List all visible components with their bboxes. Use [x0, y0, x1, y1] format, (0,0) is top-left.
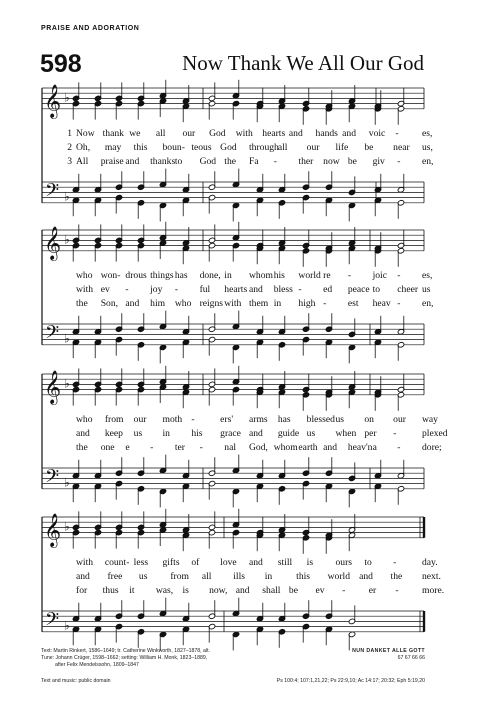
lyric-syllable: and [235, 585, 250, 596]
lyric-syllable: now, [209, 585, 228, 596]
lyric-syllable: ed [323, 284, 333, 295]
lyric-syllable: Now [76, 128, 95, 139]
meter: 67 67 66 66 [397, 655, 425, 661]
lyric-syllable: dore; [422, 442, 442, 453]
lyric-syllable: and [249, 284, 263, 295]
lyric-syllable: with [76, 557, 94, 568]
lyric-syllable: near [393, 142, 410, 153]
lyric-syllable: a [372, 442, 377, 453]
lyric-syllable: All [76, 156, 89, 167]
lyric-syllable: all [155, 128, 166, 139]
lyric-syllable: - [397, 298, 401, 309]
lyric-line [48, 270, 438, 282]
lyric-syllable: - [395, 585, 399, 596]
lyric-syllable: thank [102, 128, 124, 139]
lyric-line [48, 156, 438, 168]
lyric-syllable: nal [224, 442, 237, 453]
lyric-syllable: who [76, 270, 93, 281]
lyric-syllable: is [182, 585, 189, 596]
lyric-syllable: and [323, 442, 337, 453]
lyric-syllable: the [76, 442, 88, 453]
lyric-syllable: God [209, 128, 226, 139]
lyric-syllable: - [191, 414, 195, 425]
lyric-syllable: count- [104, 557, 130, 568]
flat-key-signature: ♭ [64, 189, 70, 204]
lyric-syllable: free [107, 571, 123, 582]
lyric-syllable: on [364, 414, 374, 425]
lyric-syllable: love [220, 557, 237, 568]
lyric-syllable: us [138, 571, 148, 582]
lyric-syllable: cheer [397, 284, 419, 295]
treble-clef: 𝄞 [44, 512, 62, 547]
lyric-syllable: and [359, 571, 373, 582]
lyric-syllable: God, [249, 442, 268, 453]
lyric-syllable: all [277, 142, 288, 153]
lyric-syllable: the [390, 571, 403, 582]
lyric-syllable: has [174, 270, 188, 281]
lyric-syllable: boun- [162, 142, 185, 153]
lyric-syllable: with [235, 128, 253, 139]
scripture-references: Ps 100:4; 107:1,21,22; Ps 22:9,10; Ac 14:17; 20:32; Eph 5:19,20 [276, 678, 425, 684]
lyric-syllable: and [249, 428, 263, 439]
lyric-syllable: earth [298, 442, 318, 453]
treble-clef: 𝄞 [44, 369, 62, 404]
lyric-syllable: voic [368, 128, 386, 139]
treble-clef: 𝄞 [44, 83, 62, 118]
lyric-line [48, 585, 445, 597]
lyric-syllable: life [335, 142, 349, 153]
lyric-syllable: arms [249, 414, 268, 425]
lyric-line [48, 442, 442, 454]
lyric-syllable: joy [150, 284, 163, 295]
lyric-syllable: way [422, 414, 438, 425]
lyric-syllable: is [306, 557, 314, 568]
hymn-number: 598 [40, 50, 82, 78]
lyric-syllable: them [249, 298, 269, 309]
lyric-syllable: - [397, 270, 401, 281]
lyric-syllable: God [220, 142, 237, 153]
lyric-syllable: est [347, 298, 359, 309]
lyric-syllable: Oh, [76, 142, 91, 153]
lyric-syllable: - [347, 270, 352, 281]
lyric-syllable: teous [191, 142, 212, 153]
lyric-syllable: the [76, 298, 88, 309]
lyric-syllable: day. [422, 557, 438, 568]
lyric-syllable: us [306, 428, 316, 439]
verse-number: 2 [67, 142, 72, 153]
verse-number: 1 [67, 128, 72, 139]
lyric-line [48, 414, 438, 426]
lyric-syllable: moth [162, 414, 183, 425]
lyric-syllable: hands [315, 128, 338, 139]
lyric-syllable: us, [422, 142, 433, 153]
lyric-syllable: through [249, 142, 279, 153]
lyric-line [48, 298, 438, 310]
lyric-syllable: done, [199, 270, 221, 281]
bass-clef: 𝄢 [45, 180, 60, 206]
tune-credit: Tune: Johann Crüger, 1598–1662; setting: William H. Monk, 1823–1889, [41, 655, 208, 661]
lyric-syllable: en, [422, 156, 434, 167]
lyric-syllable: be [288, 585, 298, 596]
lyric-syllable: gifts [162, 557, 180, 568]
lyric-syllable: en, [422, 298, 434, 309]
lyric-syllable: to [174, 156, 183, 167]
lyric-syllable: drous [125, 270, 147, 281]
lyric-syllable: Son, [100, 298, 119, 309]
lyric-syllable: next. [422, 571, 441, 582]
lyric-syllable: and [288, 128, 303, 139]
lyric-syllable: thanks [150, 156, 176, 167]
lyric-syllable: world [298, 270, 321, 281]
lyric-syllable: ther [298, 156, 314, 167]
lyric-syllable: shall [262, 585, 281, 596]
text-credit: Text: Martin Rinkert, 1586–1649; tr. Catherine Winkworth, 1827–1878, alt. [41, 648, 210, 654]
verse-number: 3 [67, 156, 72, 167]
lyric-syllable: who [76, 414, 93, 425]
lyric-syllable: - [395, 128, 399, 139]
lyric-syllable: ills [233, 571, 245, 582]
lyric-syllable: Fa [249, 156, 259, 167]
lyric-syllable: in [264, 571, 273, 582]
lyric-syllable: heav [372, 298, 391, 309]
lyric-syllable: guide [277, 428, 300, 439]
lyric-syllable: was, [155, 585, 174, 596]
tune-info [352, 648, 425, 662]
lyric-syllable: our [133, 414, 147, 425]
lyric-syllable: him [150, 298, 166, 309]
lyric-syllable: es, [422, 128, 433, 139]
lyric-syllable: our [182, 128, 196, 139]
credits [41, 648, 210, 669]
lyric-syllable: of [191, 557, 200, 568]
lyric-line [48, 284, 438, 296]
lyric-syllable: less [133, 557, 149, 568]
lyric-syllable: all [201, 571, 212, 582]
lyric-syllable: us [335, 414, 345, 425]
lyric-syllable: plexed [422, 428, 448, 439]
lyric-syllable: now [323, 156, 340, 167]
lyric-syllable: when [335, 428, 357, 439]
lyric-syllable: to [372, 284, 381, 295]
lyric-syllable: ful [199, 284, 211, 295]
lyric-line [48, 557, 438, 569]
lyric-syllable: his [191, 428, 203, 439]
lyric-syllable: ter [174, 442, 185, 453]
lyric-syllable: giv [372, 156, 385, 167]
lyric-syllable: from [104, 414, 124, 425]
lyric-syllable: still [277, 557, 293, 568]
lyric-syllable: be [364, 142, 374, 153]
lyric-syllable: re [323, 270, 331, 281]
lyric-syllable: in [273, 298, 282, 309]
flat-key-signature: ♭ [64, 232, 70, 247]
lyric-syllable: - [393, 428, 397, 439]
flat-key-signature: ♭ [64, 519, 70, 534]
lyric-line [48, 128, 438, 140]
lyric-syllable: us [133, 428, 143, 439]
lyric-syllable: with [224, 298, 242, 309]
lyric-syllable: ers' [220, 414, 234, 425]
lyric-syllable: thus [102, 585, 119, 596]
lyric-syllable: ours [335, 557, 353, 568]
lyric-syllable: e [125, 442, 130, 453]
lyric-syllable: to [364, 557, 372, 568]
lyric-syllable: our [306, 142, 320, 153]
lyric-syllable: this [133, 142, 148, 153]
tune-name: NUN DANKET ALLE GOTT [352, 648, 425, 654]
lyric-syllable: this [296, 571, 311, 582]
lyric-syllable: and [342, 128, 356, 139]
bass-clef: 𝄢 [45, 609, 60, 635]
lyric-syllable: blessed [306, 414, 335, 425]
lyric-syllable: in [224, 270, 232, 281]
lyric-syllable: our [393, 414, 406, 425]
lyric-syllable: bless [273, 284, 293, 295]
lyric-line [48, 571, 441, 583]
lyric-syllable: - [273, 156, 277, 167]
lyric-syllable: - [150, 442, 154, 453]
lyric-syllable: who [174, 298, 192, 309]
tune-credit-continued: after Felix Mendelssohn, 1809–1847 [55, 662, 139, 668]
flat-key-signature: ♭ [64, 376, 70, 391]
lyric-syllable: whom [249, 270, 273, 281]
lyric-syllable: - [199, 442, 203, 453]
lyric-syllable: hearts [262, 128, 286, 139]
lyric-syllable: - [174, 284, 179, 295]
lyric-syllable: things [150, 270, 174, 281]
lyric-syllable: world [327, 571, 351, 582]
lyric-syllable: hearts [224, 284, 248, 295]
lyric-syllable: - [342, 585, 346, 596]
lyric-syllable: es, [422, 270, 433, 281]
lyric-syllable: has [277, 414, 291, 425]
lyric-syllable: grace [220, 428, 241, 439]
lyric-syllable: with [76, 284, 94, 295]
lyric-syllable: and [125, 298, 140, 309]
hymn-title: Now Thank We All Our God [182, 51, 424, 75]
lyric-syllable: high [298, 298, 316, 309]
lyric-syllable: - [323, 298, 327, 309]
lyric-syllable: - [393, 557, 397, 568]
section-label: PRAISE AND ADORATION [41, 25, 140, 32]
lyric-syllable: and [249, 557, 263, 568]
copyright-notice: Text and music: public domain [41, 678, 111, 684]
lyric-line [48, 428, 448, 440]
lyric-syllable: whom [273, 442, 298, 453]
lyric-syllable: and [76, 428, 90, 439]
lyric-syllable: - [397, 442, 401, 453]
lyric-syllable: er [368, 585, 377, 596]
lyric-syllable: the [224, 156, 237, 167]
lyric-syllable: one [100, 442, 115, 453]
lyric-syllable: and [125, 156, 140, 167]
lyric-syllable: it [129, 585, 135, 596]
flat-key-signature: ♭ [64, 90, 70, 105]
lyric-syllable: in [162, 428, 170, 439]
lyric-syllable: - [298, 284, 302, 295]
lyric-syllable: us [422, 284, 431, 295]
lyric-syllable: praise [100, 156, 124, 167]
lyric-syllable: per [364, 428, 377, 439]
lyric-syllable: won- [100, 270, 121, 281]
lyric-syllable: reigns [199, 298, 224, 309]
bass-clef: 𝄢 [45, 466, 60, 492]
lyric-syllable: heav'n [347, 442, 373, 453]
flat-key-signature: ♭ [64, 331, 70, 346]
lyric-syllable: from [170, 571, 190, 582]
lyric-syllable: peace [347, 284, 370, 295]
lyric-syllable: his [273, 270, 285, 281]
treble-clef: 𝄞 [44, 225, 62, 260]
lyric-syllable: be [347, 156, 357, 167]
lyric-line [48, 142, 438, 154]
lyric-syllable: - [397, 156, 401, 167]
lyric-syllable: ev [315, 585, 325, 596]
lyric-syllable: we [129, 128, 141, 139]
lyric-syllable: and [76, 571, 90, 582]
lyric-syllable: more. [422, 585, 445, 596]
bass-clef: 𝄢 [45, 322, 60, 348]
lyric-syllable: may [104, 142, 122, 153]
lyric-syllable: keep [104, 428, 123, 439]
lyric-syllable: - [125, 284, 129, 295]
lyric-syllable: joic [372, 270, 387, 281]
flat-key-signature: ♭ [64, 618, 70, 633]
lyric-syllable: for [76, 585, 88, 596]
lyric-syllable: ev [100, 284, 110, 295]
lyric-syllable: God [199, 156, 217, 167]
flat-key-signature: ♭ [64, 475, 70, 490]
